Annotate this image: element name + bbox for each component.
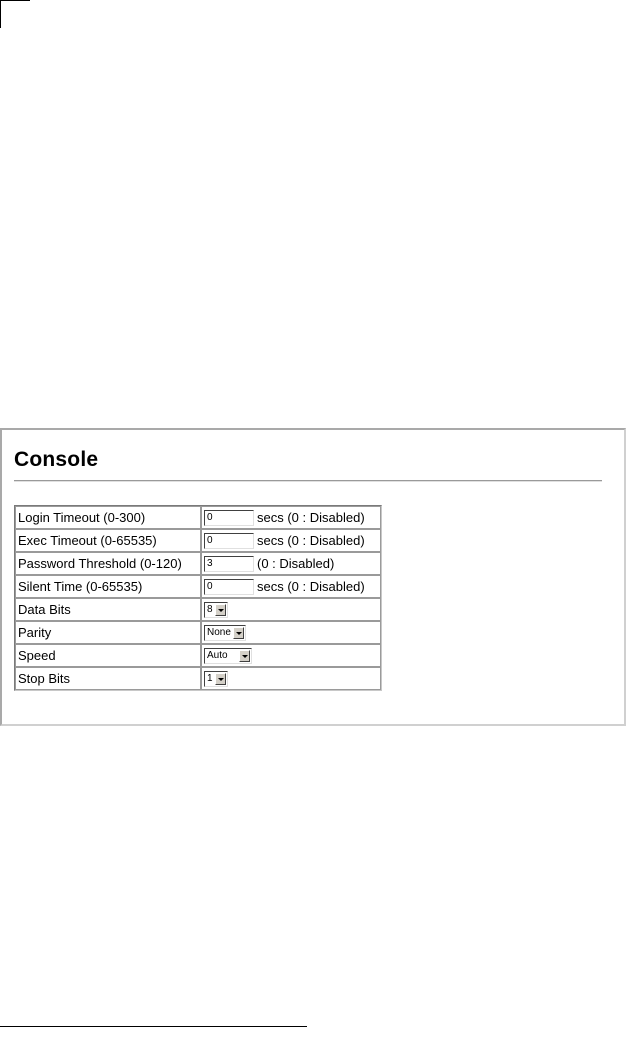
parity-select[interactable] bbox=[204, 625, 246, 641]
table-row-stop-bits bbox=[15, 667, 381, 690]
table-row-exec-timeout bbox=[15, 529, 381, 552]
password-threshold-cell bbox=[201, 552, 381, 575]
password-threshold-label: Password Threshold (0-120) bbox=[15, 552, 201, 575]
login-timeout-cell bbox=[201, 506, 381, 529]
stop-bits-cell bbox=[201, 667, 381, 690]
table-row-parity bbox=[15, 621, 381, 644]
table-row-data-bits bbox=[15, 598, 381, 621]
stop-bits-selected-value: 1 bbox=[207, 672, 213, 684]
exec-timeout-input[interactable]: 0 bbox=[204, 533, 254, 549]
stop-bits-label: Stop Bits bbox=[15, 667, 201, 690]
chevron-down-icon[interactable] bbox=[215, 673, 226, 685]
silent-time-unit: secs (0 : Disabled) bbox=[257, 579, 365, 595]
table-row-login-timeout bbox=[15, 506, 381, 529]
login-timeout-unit: secs (0 : Disabled) bbox=[257, 510, 365, 526]
data-bits-select[interactable] bbox=[204, 602, 228, 618]
table-row-password-threshold bbox=[15, 552, 381, 575]
silent-time-label: Silent Time (0-65535) bbox=[15, 575, 201, 598]
speed-cell bbox=[201, 644, 381, 667]
data-bits-cell bbox=[201, 598, 381, 621]
parity-selected-value: None bbox=[207, 626, 231, 638]
exec-timeout-label: Exec Timeout (0-65535) bbox=[15, 529, 201, 552]
speed-selected-value: Auto bbox=[207, 649, 228, 661]
chevron-down-icon[interactable] bbox=[233, 627, 244, 639]
console-settings-table bbox=[14, 505, 382, 691]
parity-label: Parity bbox=[15, 621, 201, 644]
login-timeout-input[interactable]: 0 bbox=[204, 510, 254, 526]
chevron-down-icon[interactable] bbox=[239, 650, 250, 662]
data-bits-selected-value: 8 bbox=[207, 603, 213, 615]
parity-cell bbox=[201, 621, 381, 644]
password-threshold-input[interactable]: 3 bbox=[204, 556, 254, 572]
title-divider bbox=[14, 480, 602, 482]
silent-time-input[interactable]: 0 bbox=[204, 579, 254, 595]
password-threshold-unit: (0 : Disabled) bbox=[257, 556, 335, 572]
exec-timeout-cell bbox=[201, 529, 381, 552]
stop-bits-select[interactable] bbox=[204, 671, 228, 687]
footnote-divider bbox=[0, 1026, 307, 1027]
exec-timeout-unit: secs (0 : Disabled) bbox=[257, 533, 365, 549]
data-bits-label: Data Bits bbox=[15, 598, 201, 621]
console-settings-panel bbox=[0, 428, 626, 726]
login-timeout-label: Login Timeout (0-300) bbox=[15, 506, 201, 529]
table-row-speed bbox=[15, 644, 381, 667]
page-title: Console bbox=[14, 448, 99, 471]
speed-select[interactable] bbox=[204, 648, 252, 664]
chevron-down-icon[interactable] bbox=[215, 604, 226, 616]
speed-label: Speed bbox=[15, 644, 201, 667]
page-crop-mark bbox=[0, 0, 30, 28]
table-row-silent-time bbox=[15, 575, 381, 598]
silent-time-cell bbox=[201, 575, 381, 598]
